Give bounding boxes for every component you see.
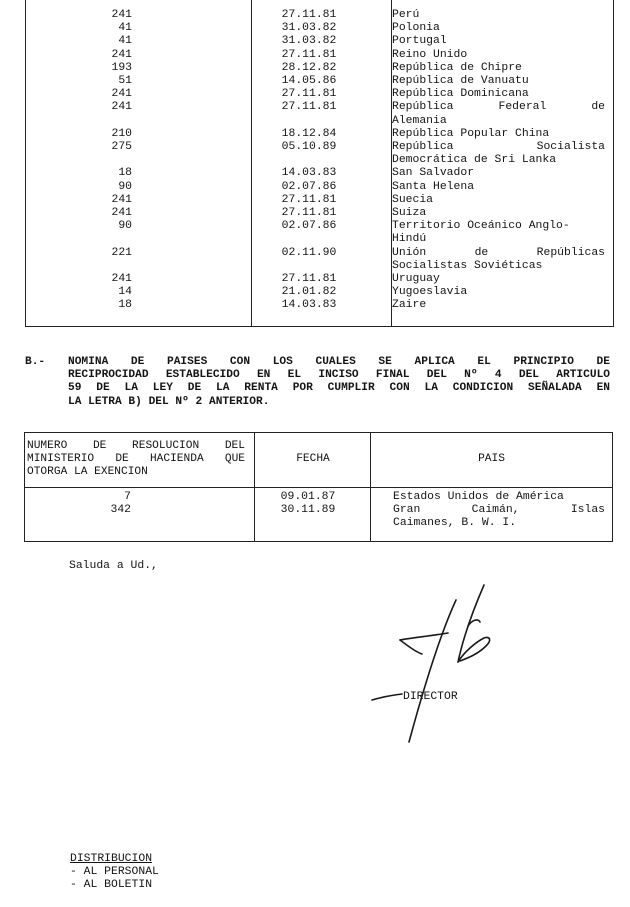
distribution-title: DISTRIBUCION [70, 853, 153, 865]
resolution-date: 05.10.89 [281, 141, 337, 154]
table-row [26, 273, 613, 286]
country-line: Socialistas Soviéticas [392, 259, 543, 272]
distribution-item: - AL BOLETIN [70, 879, 153, 892]
section-line: RECIPROCIDAD ESTABLECIDO EN EL INCISO FINAL DEL Nº 4 DEL ARTICULO [68, 369, 610, 382]
table-row [26, 88, 613, 101]
country-line: República Socialista [392, 141, 605, 154]
resolution-date: 02.07.86 [281, 180, 337, 193]
table-row [26, 194, 613, 207]
country-line: República Popular China [392, 127, 550, 140]
section-line: LA LETRA B) DEL Nº 2 ANTERIOR. [68, 395, 270, 408]
country-line: Territorio Oceánico Anglo- [392, 220, 570, 233]
resolution-date: 02.07.86 [281, 220, 337, 233]
resolution-date: 14.03.83 [281, 299, 337, 312]
resolution-date: 31.03.82 [281, 22, 337, 35]
header-country: PAIS [478, 453, 505, 465]
resolution-number: 241 [111, 48, 132, 61]
country-line: San Salvador [392, 167, 475, 180]
resolution-date: 30.11.89 [280, 504, 336, 516]
resolution-date: 21.01.82 [281, 286, 337, 299]
table-row [26, 181, 613, 194]
resolution-date: 27.11.81 [281, 207, 337, 220]
country-line: Uruguay [392, 273, 440, 286]
resolution-number: 90 [118, 180, 132, 193]
section-line: NOMINA DE PAISES CON LOS CUALES SE APLICA EL PRINCIPIO DE [68, 356, 610, 368]
resolution-date: 27.11.81 [281, 101, 337, 114]
table-row [26, 207, 613, 220]
country-line: Polonia [392, 22, 440, 35]
resolution-number: 241 [111, 101, 132, 114]
resolution-number: 90 [118, 220, 132, 233]
resolution-date: 27.11.81 [281, 48, 337, 61]
header-line: OTORGA LA EXENCION [27, 466, 148, 479]
resolution-number: 18 [118, 299, 132, 312]
country-line: República de Chipre [392, 61, 522, 74]
country-line: Suiza [392, 207, 427, 220]
header-line: NUMERO DE RESOLUCION DEL [27, 440, 245, 452]
resolution-number: 275 [111, 141, 132, 154]
signer-title: DIRECTOR [403, 691, 458, 703]
resolution-number: 7 [124, 491, 131, 503]
resolution-date: 31.03.82 [281, 35, 337, 48]
continuation-table [25, 0, 614, 327]
country-line: Unión de Repúblicas [392, 246, 605, 259]
resolution-number: 241 [111, 88, 132, 101]
resolution-date: 09.01.87 [280, 491, 336, 503]
section-label: B.- [25, 356, 46, 368]
table-row [26, 128, 613, 141]
table-body [26, 9, 613, 313]
country-line: Santa Helena [392, 180, 475, 193]
table-row [26, 35, 613, 48]
section-text [68, 356, 610, 409]
header-date: FECHA [296, 453, 330, 465]
country-line: Yugoeslavia [392, 286, 468, 299]
resolution-number: 41 [118, 35, 132, 48]
resolution-date: 14.05.86 [281, 75, 337, 88]
reciprocity-table [24, 432, 613, 542]
header-line: MINISTERIO DE HACIENDA QUE [27, 453, 245, 466]
section-line: 59 DE LA LEY DE LA RENTA POR CUMPLIR CON LA CONDICION SEÑALADA EN [68, 382, 610, 395]
country-line: Gran Caimán, Islas [393, 504, 605, 516]
table-row [26, 299, 613, 312]
section-b-heading [25, 356, 610, 409]
resolution-date: 18.12.84 [281, 127, 337, 140]
header-resolution-number [27, 440, 245, 480]
distribution-list [70, 853, 159, 893]
table-row [26, 22, 613, 35]
country-line: Portugal [392, 35, 447, 48]
resolution-number: 193 [111, 61, 132, 74]
distribution-item: - AL PERSONAL [70, 866, 159, 879]
resolution-number: 342 [110, 504, 131, 516]
table-row [26, 141, 613, 167]
table-row [26, 286, 613, 299]
country-line: Alemania [392, 114, 447, 127]
resolution-number: 221 [111, 246, 132, 259]
country-line: Hindú [392, 233, 427, 246]
resolution-number: 241 [111, 9, 132, 21]
country-line: Estados Unidos de América [393, 491, 564, 503]
resolution-date: 27.11.81 [281, 273, 337, 286]
closing-greeting: Saluda a Ud., [69, 560, 158, 572]
resolution-date: 14.03.83 [281, 167, 337, 180]
country-line: Caimanes, B. W. I. [393, 517, 517, 530]
resolution-number: 210 [111, 127, 132, 140]
resolution-number: 41 [118, 22, 132, 35]
resolution-date: 27.11.81 [281, 9, 337, 21]
country-line: Reino Unido [392, 48, 468, 61]
table-row [26, 167, 613, 180]
country-line: Suecia [392, 193, 434, 206]
resolution-date: 27.11.81 [281, 88, 337, 101]
table-row [26, 101, 613, 127]
resolution-date: 27.11.81 [281, 193, 337, 206]
country-line: Zaire [392, 299, 427, 312]
resolution-number: 14 [118, 286, 132, 299]
table-row [26, 75, 613, 88]
resolution-date: 28.12.82 [281, 61, 337, 74]
resolution-number: 241 [111, 207, 132, 220]
table-row [26, 49, 613, 62]
table-row [26, 247, 613, 273]
country-line: República Dominicana [392, 88, 529, 101]
table-row [26, 62, 613, 75]
country-line: Perú [392, 9, 420, 21]
country-name [393, 504, 605, 530]
resolution-number: 241 [111, 273, 132, 286]
resolution-number: 241 [111, 193, 132, 206]
country-line: República de Vanuatu [392, 75, 529, 88]
handwritten-signature [360, 582, 520, 752]
table-row [26, 220, 613, 246]
country-line: República Federal de [392, 101, 605, 114]
resolution-number: 51 [118, 75, 132, 88]
country-name [393, 491, 605, 504]
table-row [26, 9, 613, 22]
resolution-date: 02.11.90 [281, 246, 337, 259]
header-divider [25, 487, 612, 488]
country-line: Democrática de Sri Lanka [392, 154, 557, 167]
resolution-number: 18 [118, 167, 132, 180]
